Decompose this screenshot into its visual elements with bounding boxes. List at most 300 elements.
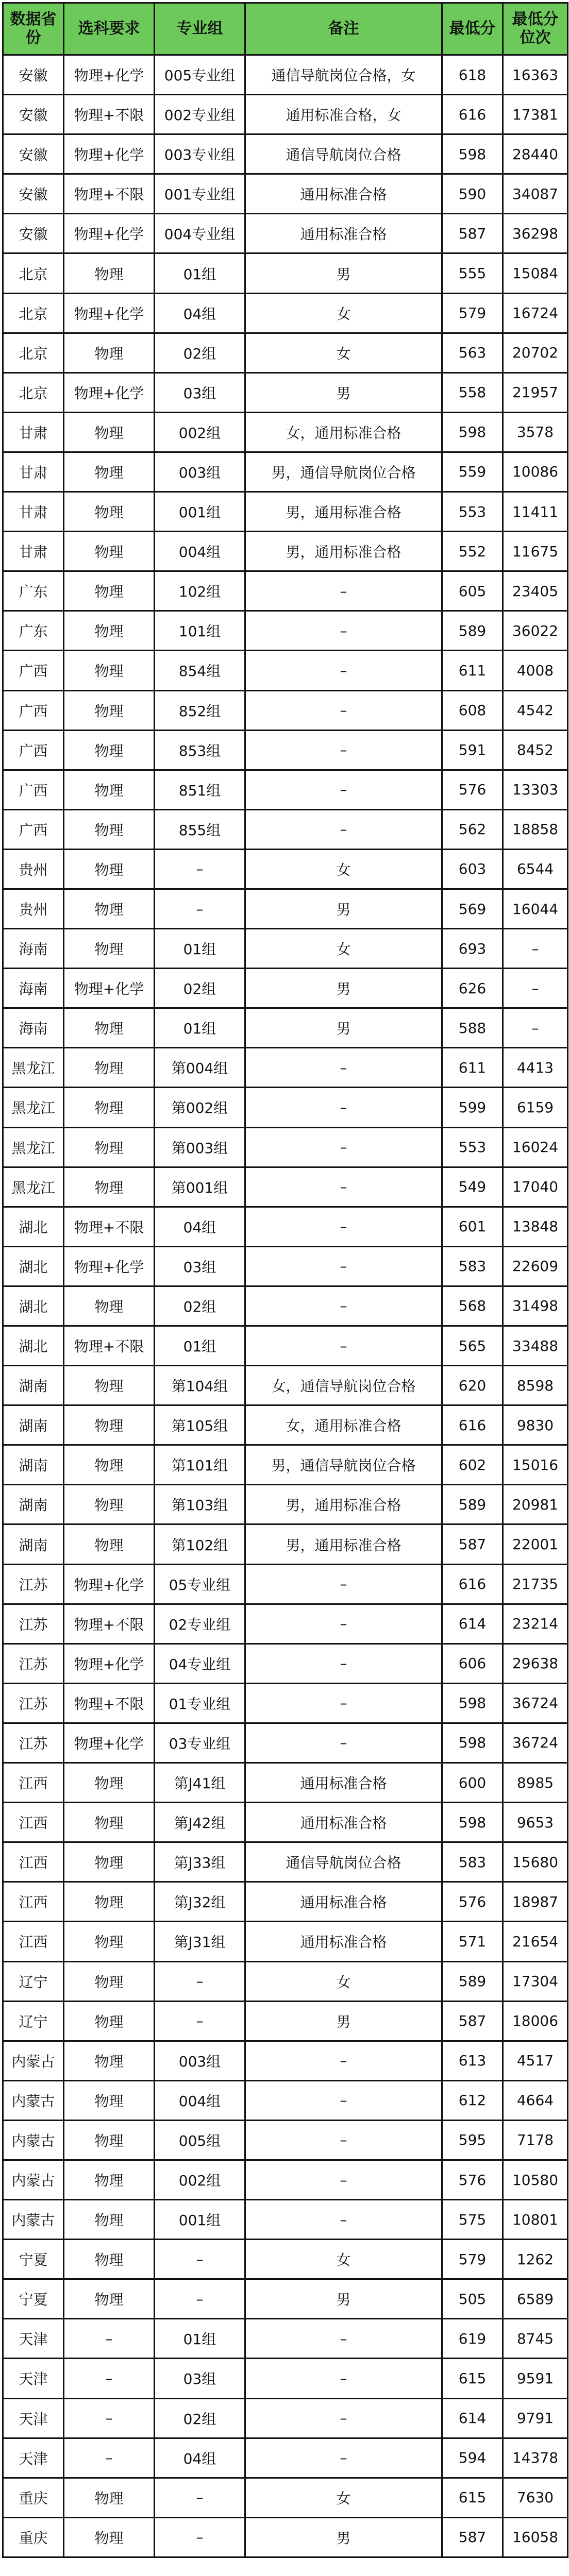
cell-score: 615 (442, 2478, 503, 2517)
table-row (3, 412, 568, 452)
cell-group: 第J41组 (155, 1763, 245, 1803)
cell-rank: 7178 (503, 2120, 568, 2160)
cell-note: – (245, 1326, 442, 1366)
cell-note: – (245, 1683, 442, 1723)
header-note: 备注 (245, 3, 442, 55)
cell-province: 安徽 (3, 95, 64, 134)
table-row (3, 1922, 568, 1961)
cell-rank: 33488 (503, 1326, 568, 1366)
cell-rank: 7630 (503, 2478, 568, 2517)
cell-score: 602 (442, 1445, 503, 1485)
table-row (3, 492, 568, 532)
cell-note: 女 (245, 333, 442, 372)
table-row (3, 293, 568, 333)
cell-score: 589 (442, 1961, 503, 2001)
cell-note: 女，通用标准合格 (245, 1405, 442, 1445)
cell-province: 北京 (3, 333, 64, 372)
cell-score: 605 (442, 571, 503, 611)
cell-province: 海南 (3, 1008, 64, 1048)
cell-rank: 36724 (503, 1683, 568, 1723)
table-row (3, 770, 568, 809)
admission-score-table-container (2, 2, 567, 2558)
cell-rank: 4517 (503, 2041, 568, 2080)
cell-note: 男，通信导航岗位合格 (245, 1445, 442, 1485)
cell-rank: 10801 (503, 2200, 568, 2240)
cell-province: 湖北 (3, 1246, 64, 1286)
table-row (3, 1088, 568, 1127)
cell-province: 内蒙古 (3, 2120, 64, 2160)
cell-subject: 物理+化学 (64, 969, 155, 1008)
cell-province: 黑龙江 (3, 1088, 64, 1127)
cell-subject: 物理 (64, 1127, 155, 1167)
cell-province: 内蒙古 (3, 2080, 64, 2120)
cell-province: 广东 (3, 611, 64, 651)
cell-score: 576 (442, 770, 503, 809)
cell-score: 505 (442, 2279, 503, 2319)
cell-score: 552 (442, 532, 503, 571)
cell-score: 614 (442, 2398, 503, 2438)
cell-rank: 14378 (503, 2438, 568, 2478)
cell-subject: 物理 (64, 929, 155, 969)
cell-rank: 18987 (503, 1882, 568, 1922)
table-row (3, 1326, 568, 1366)
cell-province: 辽宁 (3, 1961, 64, 2001)
cell-rank: 20981 (503, 1485, 568, 1524)
cell-subject: 物理 (64, 2478, 155, 2517)
cell-subject: 物理 (64, 2001, 155, 2041)
cell-province: 黑龙江 (3, 1167, 64, 1207)
cell-note: 男 (245, 2517, 442, 2557)
table-row (3, 2041, 568, 2080)
cell-province: 贵州 (3, 889, 64, 928)
cell-group: 002专业组 (155, 95, 245, 134)
cell-rank: 18006 (503, 2001, 568, 2041)
cell-group: 第104组 (155, 1366, 245, 1405)
cell-subject: 物理 (64, 1286, 155, 1326)
cell-group: – (155, 1961, 245, 2001)
header-row (3, 3, 568, 55)
cell-province: 广西 (3, 651, 64, 690)
cell-province: 江苏 (3, 1683, 64, 1723)
cell-province: 湖北 (3, 1286, 64, 1326)
cell-group: 005组 (155, 2120, 245, 2160)
cell-province: 宁夏 (3, 2240, 64, 2279)
cell-note: 通用标准合格 (245, 1763, 442, 1803)
cell-subject: 物理 (64, 1088, 155, 1127)
cell-score: 576 (442, 2160, 503, 2199)
cell-score: 615 (442, 2359, 503, 2398)
cell-score: 620 (442, 1366, 503, 1405)
cell-subject: 物理 (64, 889, 155, 928)
cell-note: 通信导航岗位合格，女 (245, 55, 442, 95)
cell-note: 女 (245, 1961, 442, 2001)
cell-score: 598 (442, 134, 503, 174)
cell-note: – (245, 1723, 442, 1762)
cell-group: 004组 (155, 2080, 245, 2120)
cell-rank: 21654 (503, 1922, 568, 1961)
cell-subject: 物理+不限 (64, 174, 155, 214)
cell-score: 563 (442, 333, 503, 372)
cell-province: 广西 (3, 809, 64, 849)
cell-province: 重庆 (3, 2478, 64, 2517)
cell-rank: 17304 (503, 1961, 568, 2001)
cell-province: 湖南 (3, 1366, 64, 1405)
cell-subject: 物理+化学 (64, 1564, 155, 1604)
cell-province: 湖南 (3, 1445, 64, 1485)
cell-note: 男 (245, 2001, 442, 2041)
cell-note: – (245, 1564, 442, 1604)
cell-note: 男，通用标准合格 (245, 492, 442, 532)
table-row (3, 1485, 568, 1524)
cell-province: 广西 (3, 770, 64, 809)
cell-subject: 物理+不限 (64, 1604, 155, 1643)
cell-score: 553 (442, 492, 503, 532)
cell-note: – (245, 770, 442, 809)
cell-rank: 16363 (503, 55, 568, 95)
table-row (3, 372, 568, 412)
cell-rank: 16724 (503, 293, 568, 333)
cell-province: 江西 (3, 1882, 64, 1922)
cell-score: 616 (442, 95, 503, 134)
cell-province: 湖北 (3, 1207, 64, 1246)
cell-subject: 物理+化学 (64, 214, 155, 253)
cell-subject: 物理 (64, 2200, 155, 2240)
cell-province: 安徽 (3, 214, 64, 253)
cell-note: 通信导航岗位合格 (245, 1842, 442, 1882)
cell-note: 男，通用标准合格 (245, 532, 442, 571)
cell-group: 01组 (155, 1008, 245, 1048)
cell-score: 571 (442, 1922, 503, 1961)
cell-subject: 物理 (64, 2517, 155, 2557)
cell-province: 江西 (3, 1763, 64, 1803)
cell-subject: 物理 (64, 1961, 155, 2001)
cell-score: 601 (442, 1207, 503, 1246)
cell-rank: 4664 (503, 2080, 568, 2120)
cell-score: 613 (442, 2041, 503, 2080)
cell-note: – (245, 2319, 442, 2359)
cell-rank: 11675 (503, 532, 568, 571)
cell-subject: 物理 (64, 2041, 155, 2080)
cell-province: 安徽 (3, 55, 64, 95)
cell-province: 黑龙江 (3, 1048, 64, 1088)
table-row (3, 889, 568, 928)
cell-subject: 物理 (64, 333, 155, 372)
cell-subject: 物理+不限 (64, 1326, 155, 1366)
cell-subject: 物理 (64, 1803, 155, 1842)
cell-score: 603 (442, 849, 503, 889)
cell-score: 598 (442, 412, 503, 452)
cell-group: 03专业组 (155, 1723, 245, 1762)
cell-rank: 6544 (503, 849, 568, 889)
header-group: 专业组 (155, 3, 245, 55)
cell-province: 湖南 (3, 1485, 64, 1524)
cell-subject: 物理 (64, 1445, 155, 1485)
cell-note: 男 (245, 1008, 442, 1048)
cell-group: 855组 (155, 809, 245, 849)
cell-score: 595 (442, 2120, 503, 2160)
cell-subject: 物理 (64, 1167, 155, 1207)
cell-rank: 1262 (503, 2240, 568, 2279)
cell-score: 594 (442, 2438, 503, 2478)
table-body (3, 55, 568, 2557)
cell-note: 通用标准合格 (245, 1882, 442, 1922)
cell-note: 男，通用标准合格 (245, 1524, 442, 1564)
cell-rank: 9791 (503, 2398, 568, 2438)
cell-group: 第102组 (155, 1524, 245, 1564)
cell-score: 555 (442, 253, 503, 293)
cell-note: – (245, 1604, 442, 1643)
cell-subject: 物理 (64, 1842, 155, 1882)
table-row (3, 1246, 568, 1286)
cell-rank: – (503, 929, 568, 969)
cell-province: 海南 (3, 929, 64, 969)
table-row (3, 95, 568, 134)
cell-rank: 28440 (503, 134, 568, 174)
cell-province: 广西 (3, 730, 64, 770)
table-row (3, 571, 568, 611)
cell-score: 565 (442, 1326, 503, 1366)
cell-province: 天津 (3, 2438, 64, 2478)
cell-rank: 8985 (503, 1763, 568, 1803)
table-row (3, 452, 568, 492)
cell-province: 天津 (3, 2359, 64, 2398)
cell-rank: 13303 (503, 770, 568, 809)
cell-score: 612 (442, 2080, 503, 2120)
cell-subject: 物理 (64, 2120, 155, 2160)
cell-subject: 物理+化学 (64, 1643, 155, 1683)
cell-group: 001组 (155, 492, 245, 532)
cell-subject: – (64, 2359, 155, 2398)
cell-rank: 4542 (503, 690, 568, 730)
cell-group: 第J42组 (155, 1803, 245, 1842)
table-row (3, 174, 568, 214)
cell-note: 女，通用标准合格 (245, 412, 442, 452)
cell-subject: 物理+化学 (64, 372, 155, 412)
cell-subject: 物理 (64, 571, 155, 611)
cell-note: 男 (245, 969, 442, 1008)
cell-subject: 物理 (64, 1922, 155, 1961)
cell-province: 北京 (3, 293, 64, 333)
table-row (3, 2398, 568, 2438)
table-row (3, 214, 568, 253)
cell-score: 583 (442, 1246, 503, 1286)
cell-group: – (155, 2517, 245, 2557)
cell-group: 第J32组 (155, 1882, 245, 1922)
table-row (3, 2359, 568, 2398)
cell-note: 男 (245, 253, 442, 293)
cell-province: 甘肃 (3, 532, 64, 571)
cell-subject: 物理 (64, 730, 155, 770)
cell-province: 甘肃 (3, 412, 64, 452)
cell-group: 第J33组 (155, 1842, 245, 1882)
admission-score-table (2, 2, 568, 2558)
cell-group: 03组 (155, 2359, 245, 2398)
cell-rank: 4008 (503, 651, 568, 690)
cell-subject: – (64, 2438, 155, 2478)
cell-group: 04组 (155, 2438, 245, 2478)
cell-score: 591 (442, 730, 503, 770)
cell-province: 北京 (3, 372, 64, 412)
cell-rank: 16044 (503, 889, 568, 928)
table-row (3, 1008, 568, 1048)
cell-group: 101组 (155, 611, 245, 651)
cell-group: 01组 (155, 1326, 245, 1366)
cell-note: 女 (245, 2240, 442, 2279)
cell-subject: – (64, 2319, 155, 2359)
table-row (3, 2120, 568, 2160)
cell-rank: 15084 (503, 253, 568, 293)
cell-group: 02组 (155, 969, 245, 1008)
cell-group: 05专业组 (155, 1564, 245, 1604)
cell-province: 宁夏 (3, 2279, 64, 2319)
cell-group: 001组 (155, 2200, 245, 2240)
cell-rank: 22001 (503, 1524, 568, 1564)
cell-note: – (245, 2359, 442, 2398)
cell-province: 广西 (3, 690, 64, 730)
cell-subject: 物理 (64, 1882, 155, 1922)
cell-rank: 8598 (503, 1366, 568, 1405)
header-score: 最低分 (442, 3, 503, 55)
cell-province: 安徽 (3, 134, 64, 174)
cell-note: – (245, 730, 442, 770)
cell-score: 589 (442, 611, 503, 651)
cell-group: 003专业组 (155, 134, 245, 174)
cell-rank: 15016 (503, 1445, 568, 1485)
cell-note: 通用标准合格 (245, 1803, 442, 1842)
cell-subject: 物理 (64, 1048, 155, 1088)
cell-note: 女 (245, 293, 442, 333)
cell-rank: 36724 (503, 1723, 568, 1762)
cell-subject: 物理 (64, 2080, 155, 2120)
cell-score: 693 (442, 929, 503, 969)
table-row (3, 1207, 568, 1246)
cell-rank: 10580 (503, 2160, 568, 2199)
table-row (3, 55, 568, 95)
cell-province: 甘肃 (3, 452, 64, 492)
table-row (3, 849, 568, 889)
cell-subject: 物理 (64, 452, 155, 492)
cell-group: 004组 (155, 532, 245, 571)
cell-score: 587 (442, 1524, 503, 1564)
cell-province: 江西 (3, 1922, 64, 1961)
table-row (3, 1723, 568, 1762)
cell-score: 576 (442, 1882, 503, 1922)
cell-subject: 物理+化学 (64, 134, 155, 174)
cell-subject: 物理 (64, 1366, 155, 1405)
cell-province: 海南 (3, 969, 64, 1008)
cell-note: – (245, 2041, 442, 2080)
cell-score: 562 (442, 809, 503, 849)
table-row (3, 2160, 568, 2199)
cell-rank: 34087 (503, 174, 568, 214)
cell-subject: 物理 (64, 690, 155, 730)
table-row (3, 134, 568, 174)
table-row (3, 929, 568, 969)
cell-group: 02组 (155, 2398, 245, 2438)
cell-province: 重庆 (3, 2517, 64, 2557)
table-row (3, 2080, 568, 2120)
cell-group: 第001组 (155, 1167, 245, 1207)
cell-rank: – (503, 969, 568, 1008)
cell-group: 005专业组 (155, 55, 245, 95)
cell-note: – (245, 2160, 442, 2199)
header-subject: 选科要求 (64, 3, 155, 55)
cell-rank: 10086 (503, 452, 568, 492)
cell-subject: 物理+化学 (64, 1723, 155, 1762)
cell-note: – (245, 1088, 442, 1127)
table-row (3, 532, 568, 571)
cell-province: 甘肃 (3, 492, 64, 532)
table-row (3, 1366, 568, 1405)
cell-subject: 物理 (64, 253, 155, 293)
cell-group: 02组 (155, 1286, 245, 1326)
cell-group: 02组 (155, 333, 245, 372)
cell-note: – (245, 2200, 442, 2240)
cell-province: 江苏 (3, 1643, 64, 1683)
cell-score: 587 (442, 214, 503, 253)
header-province: 数据省份 (3, 3, 64, 55)
cell-rank: 36298 (503, 214, 568, 253)
cell-group: 852组 (155, 690, 245, 730)
cell-subject: 物理+化学 (64, 55, 155, 95)
cell-score: 599 (442, 1088, 503, 1127)
cell-score: 611 (442, 1048, 503, 1088)
table-row (3, 730, 568, 770)
cell-group: 001专业组 (155, 174, 245, 214)
table-row (3, 651, 568, 690)
cell-group: 003组 (155, 2041, 245, 2080)
table-row (3, 333, 568, 372)
cell-rank: 23405 (503, 571, 568, 611)
cell-group: 003组 (155, 452, 245, 492)
table-row (3, 809, 568, 849)
cell-rank: 3578 (503, 412, 568, 452)
cell-group: 851组 (155, 770, 245, 809)
cell-subject: 物理+化学 (64, 293, 155, 333)
cell-subject: 物理 (64, 2279, 155, 2319)
cell-score: 569 (442, 889, 503, 928)
cell-group: 第002组 (155, 1088, 245, 1127)
cell-rank: 11411 (503, 492, 568, 532)
cell-score: 616 (442, 1405, 503, 1445)
cell-note: 通用标准合格，女 (245, 95, 442, 134)
cell-province: 内蒙古 (3, 2041, 64, 2080)
cell-group: 03组 (155, 372, 245, 412)
table-row (3, 611, 568, 651)
table-row (3, 1763, 568, 1803)
table-row (3, 2279, 568, 2319)
cell-note: 男，通信导航岗位合格 (245, 452, 442, 492)
cell-group: 01组 (155, 253, 245, 293)
cell-subject: 物理 (64, 2160, 155, 2199)
cell-score: 588 (442, 1008, 503, 1048)
cell-group: – (155, 889, 245, 928)
table-row (3, 2240, 568, 2279)
cell-group: 01组 (155, 929, 245, 969)
cell-rank: 17381 (503, 95, 568, 134)
cell-group: 第004组 (155, 1048, 245, 1088)
cell-note: – (245, 651, 442, 690)
cell-score: 616 (442, 1564, 503, 1604)
cell-note: 男，通用标准合格 (245, 1485, 442, 1524)
cell-score: 575 (442, 2200, 503, 2240)
table-row (3, 1683, 568, 1723)
cell-note: – (245, 1286, 442, 1326)
cell-group: 854组 (155, 651, 245, 690)
cell-province: 江西 (3, 1803, 64, 1842)
cell-subject: 物理 (64, 1485, 155, 1524)
cell-group: 004专业组 (155, 214, 245, 253)
